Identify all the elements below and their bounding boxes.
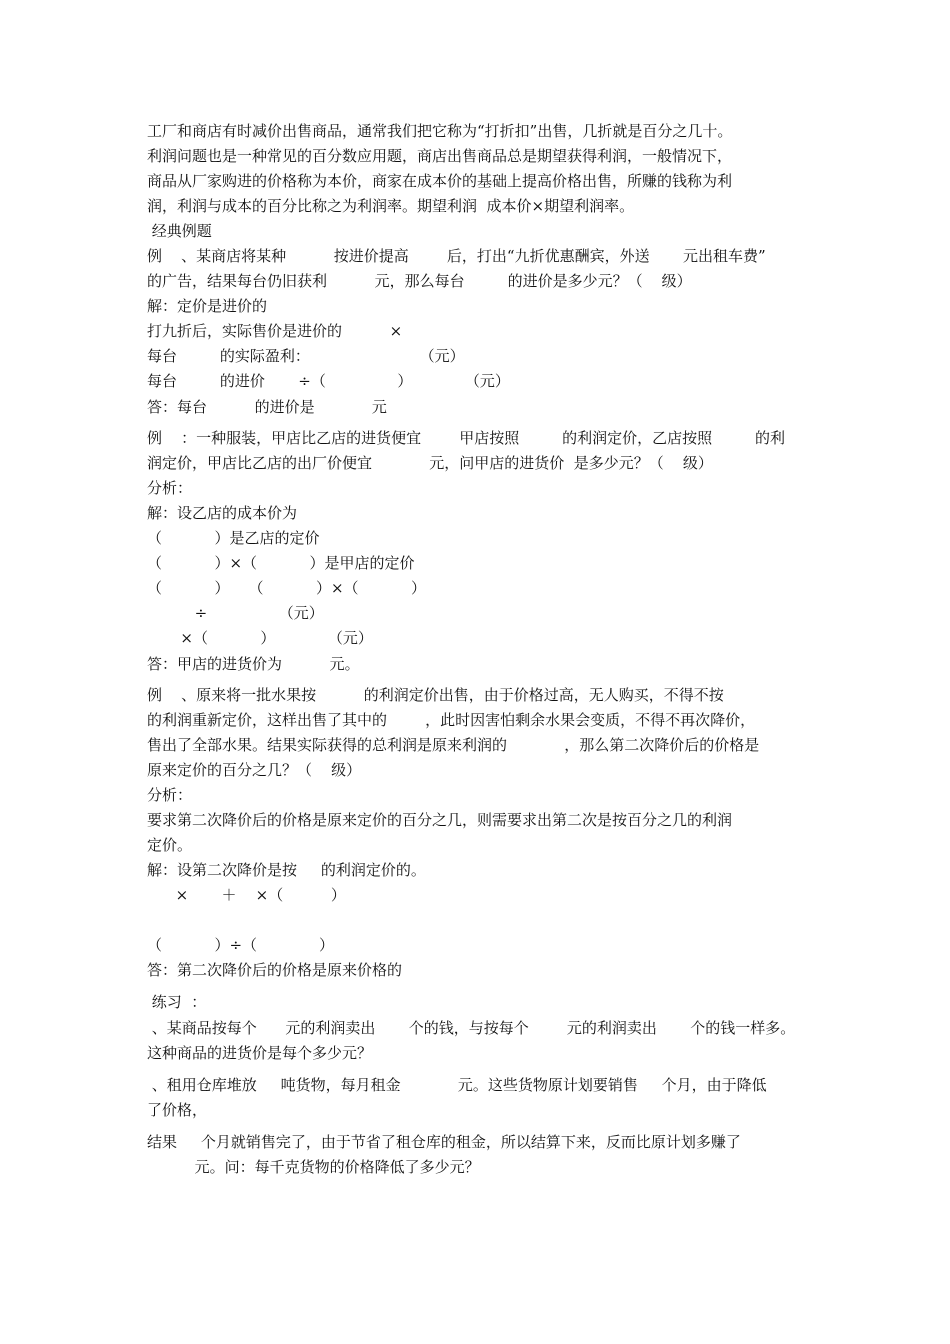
example2-question-line-2: 润定价，甲店比乙店的出厂价便宜 元，问甲店的进货价 是多少元？（ 级） [147, 454, 713, 472]
practice-2-line-1: 、租用仓库堆放 吨货物，每月租金 元。这些货物原计划要销售 个月，由于降低 [147, 1076, 767, 1094]
example1-question-line-2: 的广告，结果每台仍旧获利 元，那么每台 的进价是多少元？（ 级） [147, 272, 692, 290]
example2-solution-line-6: ×（ ） （元） [147, 629, 373, 647]
example2-solution-line-4: （ ） （ ）×（ ） [147, 579, 426, 597]
example3-analysis-line-2: 定价。 [147, 836, 193, 854]
example1-solution-line-4: 每台 的进价 ÷（ ） （元） [147, 372, 510, 390]
practice-2-line-3: 结果 个月就销售完了，由于节省了租仓库的租金，所以结算下来，反而比原计划多赚了 [147, 1133, 741, 1151]
practice-title: 练习 ： [147, 993, 207, 1011]
example1-solution-line-1: 解：定价是进价的 [147, 297, 268, 315]
intro-line-3: 商品从厂家购进的价格称为本价，商家在成本价的基础上提高价格出售，所赚的钱称为利 [147, 172, 733, 190]
example3-question-line-1: 例 、原来将一批水果按 的利润定价出售，由于价格过高，无人购买，不得不按 [147, 686, 724, 704]
intro-line-1: 工厂和商店有时减价出售商品，通常我们把它称为“打折扣”出售，几折就是百分之几十。 [147, 122, 733, 140]
example2-solution-line-1: 解：设乙店的成本价为 [147, 504, 298, 522]
example2-answer: 答：甲店的进货价为 元。 [147, 655, 360, 673]
example3-solution-line-1: 解：设第二次降价是按 的利润定价的。 [147, 861, 426, 879]
example1-solution-line-2: 打九折后，实际售价是进价的 × [147, 322, 403, 340]
practice-1-line-1: 、某商品按每个 元的利润卖出 个的钱，与按每个 元的利润卖出 个的钱一样多。 [147, 1019, 796, 1037]
example3-question-line-2: 的利润重新定价，这样出售了其中的 ，此时因害怕剩余水果会变质，不得不再次降价， [147, 711, 756, 729]
example3-answer: 答：第二次降价后的价格是原来价格的 [147, 961, 403, 979]
example3-question-line-4: 原来定价的百分之几？（ 级） [147, 761, 362, 779]
practice-2-line-2: 了价格， [147, 1101, 208, 1119]
intro-line-4: 润，利润与成本的百分比称之为利润率。期望利润 成本价×期望利润率。 [147, 197, 635, 215]
example2-solution-line-5: ÷ （元） [147, 604, 324, 622]
example2-question-line-1: 例 ：一种服装，甲店比乙店的进货便宜 甲店按照 的利润定价，乙店按照 的利 [147, 429, 786, 447]
example1-answer: 答：每台 的进价是 元 [147, 398, 387, 416]
example3-solution-line-2: × ＋ ×（ ） [147, 886, 346, 904]
section-title: 经典例题 [147, 222, 212, 240]
example2-solution-line-3: （ ）×（ ）是甲店的定价 [147, 554, 415, 572]
example2-solution-line-2: （ ）是乙店的定价 [147, 529, 320, 547]
practice-1-line-2: 这种商品的进货价是每个多少元？ [147, 1044, 373, 1062]
example3-solution-line-3: （ ）÷（ ） [147, 936, 335, 954]
example3-analysis-line-1: 要求第二次降价后的价格是原来定价的百分之几，则需要求出第二次是按百分之几的利润 [147, 811, 733, 829]
example2-analysis-label: 分析： [147, 479, 193, 497]
example3-question-line-3: 售出了全部水果。结果实际获得的总利润是原来利润的 ，那么第二次降价后的价格是 [147, 736, 760, 754]
example3-analysis-label: 分析： [147, 786, 193, 804]
example1-question-line-1: 例 、某商店将某种 按进价提高 后，打出“九折优惠酬宾，外送 元出租车费” [147, 247, 766, 265]
intro-line-2: 利润问题也是一种常见的百分数应用题，商店出售商品总是期望获得利润，一般情况下， [147, 147, 733, 165]
example1-solution-line-3: 每台 的实际盈利： （元） [147, 347, 465, 365]
practice-2-line-4: 元。问：每千克货物的价格降低了多少元？ [147, 1158, 480, 1176]
